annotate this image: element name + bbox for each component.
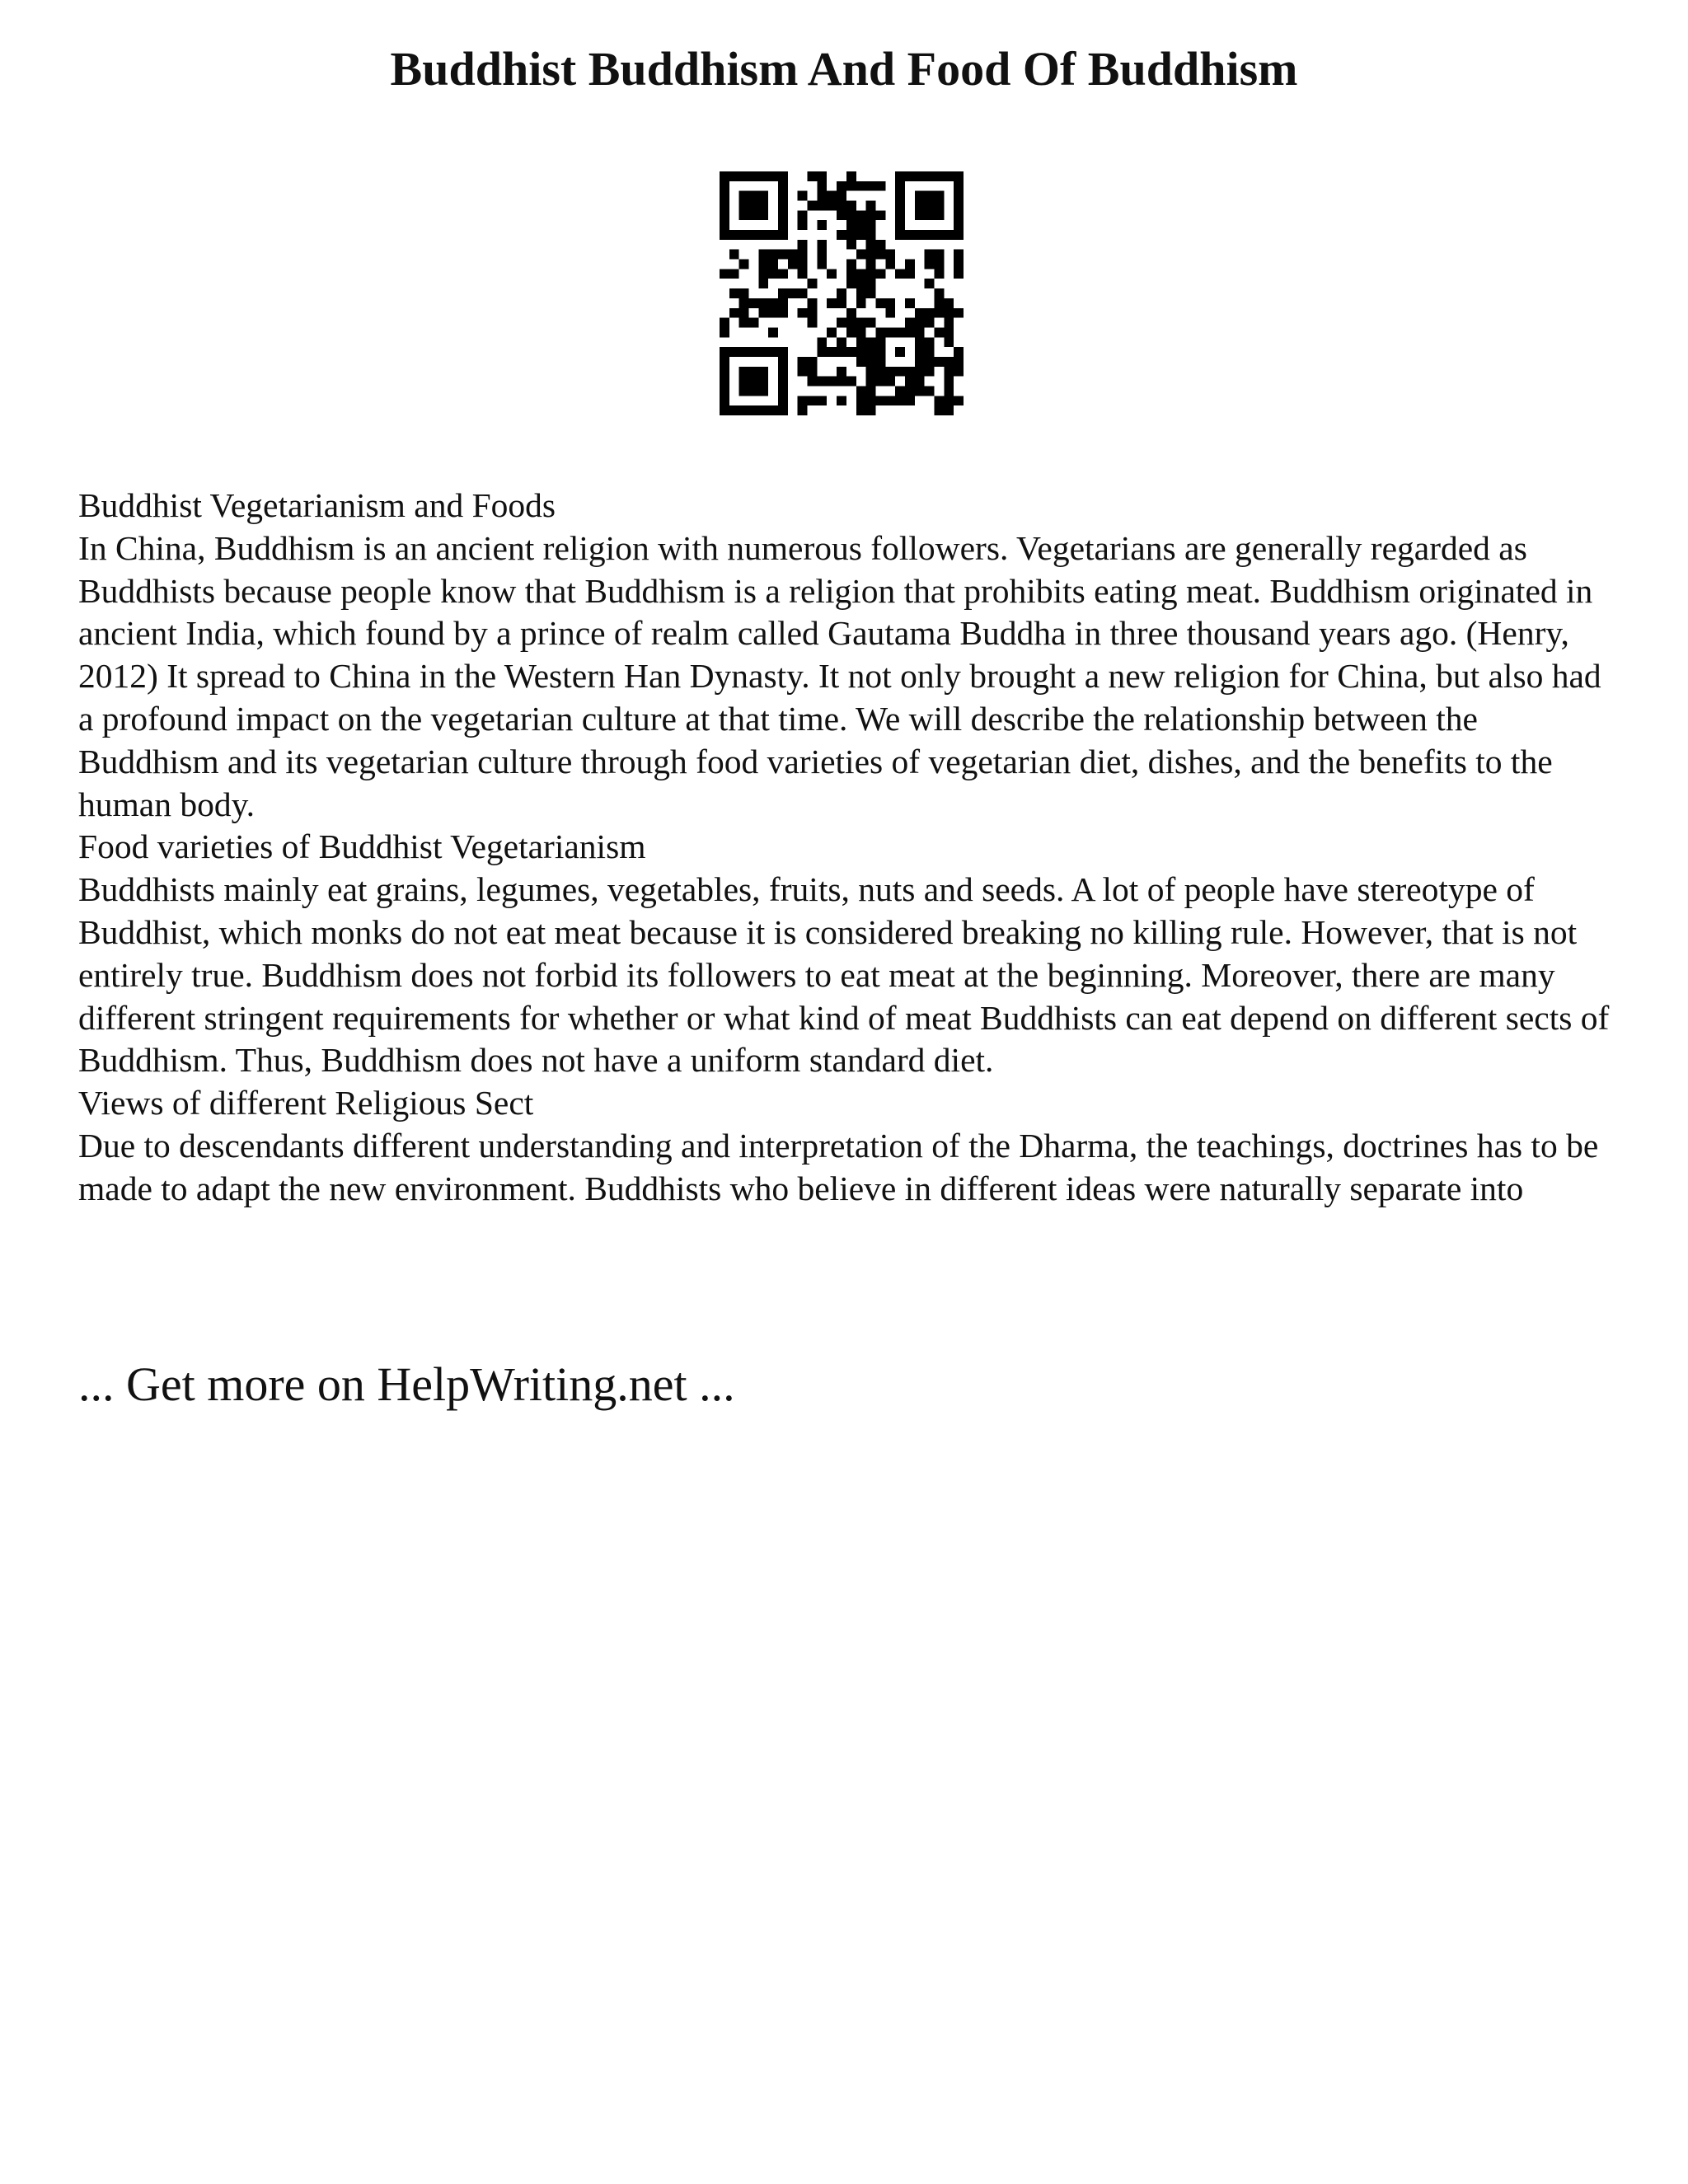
section-heading: Views of different Religious Sect <box>78 1084 534 1122</box>
document-body <box>78 485 1620 1211</box>
section-heading: Food varieties of Buddhist Vegetarianism <box>78 827 646 866</box>
section-paragraph: Buddhists mainly eat grains, legumes, vegetables, fruits, nuts and seeds. A lot of people have stereotype of Buddhist, which monks do not eat meat because it is considered breaking no killing rule. However, that is not entirely true. Buddhism does not forbid its followers to eat meat at the beginning. Moreover, there are many different stringent requirements for whether or what kind of meat Buddhists can eat depend on different sects of Buddhism. Thus, Buddhism does not have a uniform standard diet. <box>78 870 1610 1080</box>
qr-code-icon <box>720 171 964 415</box>
section-heading: Buddhist Vegetarianism and Foods <box>78 486 556 524</box>
section-paragraph: Due to descendants different understanding and interpretation of the Dharma, the teachings, doctrines has to be made to adapt the new environment. Buddhists who believe in different ideas were naturally separate into <box>78 1126 1599 1207</box>
section-paragraph: In China, Buddhism is an ancient religion with numerous followers. Vegetarians are generally regarded as Buddhists because people know that Buddhism is a religion that prohibits eating meat. Buddhism originated in ancient India, which found by a prince of realm called Gautama Buddha in three thousand years ago. (Henry, 2012) It spread to China in the Western Han Dynasty. It not only brought a new religion for China, but also had a profound impact on the vegetarian culture at that time. We will describe the relationship between the Buddhism and its vegetarian culture through food varieties of vegetarian diet, dishes, and the benefits to the human body. <box>78 528 1601 823</box>
get-more-link[interactable]: ... Get more on HelpWriting.net ... <box>78 1357 735 1411</box>
document-title: Buddhist Buddhism And Food Of Buddhism <box>390 42 1298 96</box>
